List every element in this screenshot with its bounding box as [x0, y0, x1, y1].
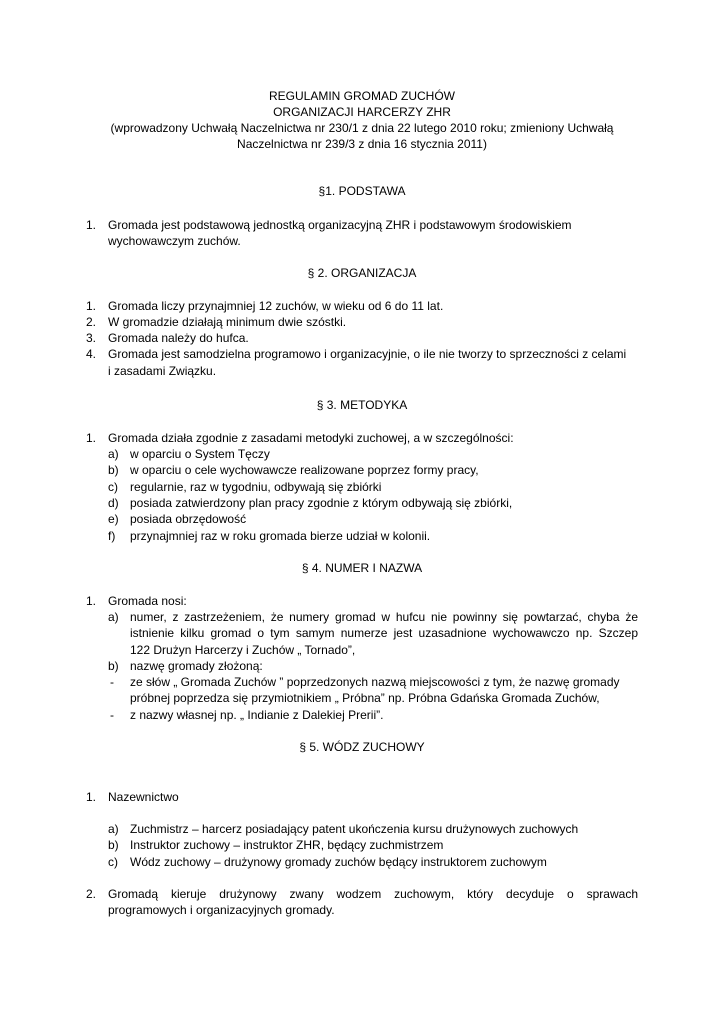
- document-title: REGULAMIN GROMAD ZUCHÓW: [269, 89, 455, 103]
- sub-item-text: w oparciu o cele wychowawcze realizowane poprzez formy pracy,: [130, 463, 479, 477]
- dash-item-text: ze słów „ Gromada Zuchów ” poprzedzonych nazwą miejscowości z tym, że nazwę gromady: [130, 675, 620, 689]
- sub-marker: b): [108, 838, 119, 852]
- list-number: 1.: [86, 431, 97, 445]
- list-number: 3.: [86, 331, 97, 345]
- list-number: 1.: [86, 594, 97, 608]
- sub-marker: e): [108, 512, 119, 526]
- list-number: 4.: [86, 347, 97, 361]
- sub-marker: a): [108, 610, 119, 624]
- sub-marker: d): [108, 496, 119, 510]
- list-item-text: Gromada należy do hufca.: [108, 331, 249, 345]
- sub-marker: a): [108, 822, 119, 836]
- dash-marker: -: [110, 675, 114, 689]
- sub-marker: b): [108, 659, 119, 673]
- document-amendment-note: (wprowadzony Uchwałą Naczelnictwa nr 230/1 z dnia 22 lutego 2010 roku; zmieniony Uchwałą: [110, 121, 614, 135]
- sub-item-text: nazwę gromady złożoną:: [130, 659, 263, 673]
- sub-item-text: numer, z zastrzeżeniem, że numery gromad w hufcu nie powinny się powtarzać, chyba że: [130, 610, 638, 624]
- section-1-heading: §1. PODSTAWA: [318, 184, 406, 198]
- sub-item-text: Wódz zuchowy – drużynowy gromady zuchów będący instruktorem zuchowym: [130, 855, 547, 869]
- sub-item-text: posiada obrzędowość: [130, 512, 247, 526]
- list-item-text-cont: i zasadami Związku.: [108, 364, 217, 378]
- sub-marker: c): [108, 855, 118, 869]
- list-number: 1.: [86, 790, 97, 804]
- list-item-text: Nazewnictwo: [108, 790, 179, 804]
- list-item-text: Gromada działa zgodnie z zasadami metodyki zuchowej, a w szczególności:: [108, 431, 514, 445]
- sub-item-text: posiada zatwierdzony plan pracy zgodnie z którym odbywają się zbiórki,: [130, 496, 513, 510]
- list-item-text: W gromadzie działają minimum dwie szóstki.: [108, 315, 347, 329]
- sub-item-text-cont: istnienie kilku gromad o tym samym numerze jest uzasadnione wychowawczo np. Szczep: [130, 626, 638, 640]
- list-item-text: Gromada jest samodzielna programowo i organizacyjnie, o ile nie tworzy to sprzeczności z celami: [108, 347, 627, 361]
- sub-item-text: przynajmniej raz w roku gromada bierze udział w kolonii.: [130, 529, 431, 543]
- list-number: 1.: [86, 299, 97, 313]
- sub-marker: a): [108, 447, 119, 461]
- list-number: 1.: [86, 218, 97, 232]
- sub-item-text: regularnie, raz w tygodniu, odbywają się zbiórki: [130, 480, 382, 494]
- dash-item-text: z nazwy własnej np. „ Indianie z Dalekiej Prerii”.: [130, 708, 384, 722]
- dash-marker: -: [110, 708, 114, 722]
- sub-item-text: w oparciu o System Tęczy: [130, 447, 270, 461]
- list-item-text: Gromadą kieruje drużynowy zwany wodzem zuchowym, który decyduje o sprawach: [108, 887, 638, 901]
- sub-item-text-cont: 122 Drużyn Harcerzy i Zuchów „ Tornado”,: [130, 643, 356, 657]
- sub-marker: c): [108, 480, 118, 494]
- section-5-heading: § 5. WÓDZ ZUCHOWY: [299, 740, 425, 754]
- list-number: 2.: [86, 887, 97, 901]
- list-item-text-cont: wychowawczym zuchów.: [108, 234, 241, 248]
- document-amendment-note-cont: Naczelnictwa nr 239/3 z dnia 16 stycznia 2011): [237, 137, 487, 151]
- dash-item-text-cont: próbnej poprzedza się przymiotnikiem „ Próbna” np. Próbna Gdańska Gromada Zuchów,: [130, 691, 600, 705]
- document-subtitle: ORGANIZACJI HARCERZY ZHR: [273, 105, 451, 119]
- list-item-text: Gromada nosi:: [108, 594, 187, 608]
- list-item-text: Gromada jest podstawową jednostką organizacyjną ZHR i podstawowym środowiskiem: [108, 218, 572, 232]
- sub-marker: b): [108, 463, 119, 477]
- section-3-heading: § 3. METODYKA: [316, 398, 408, 412]
- section-2-heading: § 2. ORGANIZACJA: [307, 266, 417, 280]
- sub-item-text: Instruktor zuchowy – instruktor ZHR, będący zuchmistrzem: [130, 838, 444, 852]
- list-number: 2.: [86, 315, 97, 329]
- list-item-text: Gromada liczy przynajmniej 12 zuchów, w wieku od 6 do 11 lat.: [108, 299, 444, 313]
- list-item-text-cont: programowych i organizacyjnych gromady.: [108, 903, 335, 917]
- section-4-heading: § 4. NUMER I NAZWA: [301, 561, 423, 575]
- sub-item-text: Zuchmistrz – harcerz posiadający patent ukończenia kursu drużynowych zuchowych: [130, 822, 579, 836]
- sub-marker: f): [108, 529, 116, 543]
